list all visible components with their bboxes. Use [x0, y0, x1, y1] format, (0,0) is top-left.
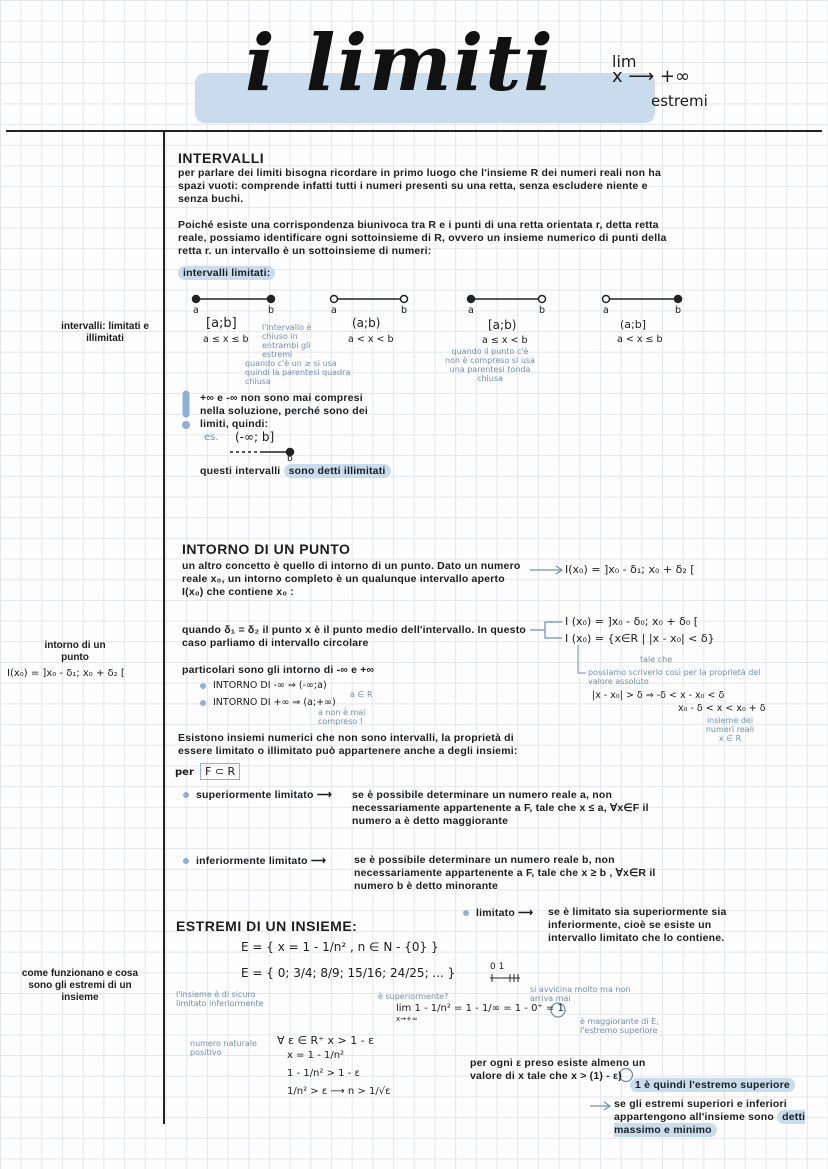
max-min-text — [614, 1098, 814, 1137]
illimitati-highlight: sono detti illimitati — [284, 464, 391, 478]
max-min-highlight: detti massimo e minimo — [614, 1111, 806, 1136]
formula-2: I (x₀) = ]x₀ - δ₀; x₀ + δ₀ [ — [565, 615, 699, 628]
case3-a: a — [468, 305, 474, 316]
intorno-paragraph-4: Esistono insiemi numerici che non sono intervalli, la proprietà di essere limitato o illimitato può appartenere anche a degli insiemi: — [178, 732, 518, 757]
per-label: per — [175, 767, 194, 778]
section-heading-estremi: ESTREMI DI UN INSIEME: — [176, 918, 358, 934]
minus-infinity-note: a ∈ R — [350, 690, 373, 699]
plus-infinity-note: a non è mai compreso ! — [318, 708, 366, 726]
set-list: E = { 0; 3/4; 8/9; 15/16; 24/25; ... } — [241, 966, 456, 980]
epsilon-line-4: 1/n² > ε ⟶ n > 1/√ε — [287, 1086, 391, 1097]
inf-text: se è possibile determinare un numero reale b, non necessariamente appartenente a F, tale che x ≥ b , ∀x∈R il numero b è detto minorante — [354, 854, 656, 892]
limitati-label: intervalli limitati: — [178, 267, 275, 280]
corner-x-to-infinity: x ⟶ +∞ — [612, 66, 690, 87]
corner-lim: lim — [612, 52, 637, 71]
corner-estremi: estremi — [651, 92, 708, 110]
formula-3: I (x₀) = {x∈R | |x - x₀| < δ} — [565, 632, 715, 645]
max-min-lead: se gli estremi superiori e inferiori appartengono all'insieme sono — [614, 1098, 787, 1123]
case2-a: a — [331, 305, 337, 316]
abs-note-2: insieme dei numeri reali x ∈ R — [705, 716, 755, 743]
case4-inequality: a < x ≤ b — [617, 334, 663, 345]
abs-note: possiamo scriverlo così per la proprietà del valore assoluto — [588, 668, 761, 686]
page-title: i limiti — [245, 18, 555, 109]
abs-formula-2: x₀ - δ < x < x₀ + δ — [678, 703, 766, 714]
sup-conclusion: 1 è quindi l'estremo superiore — [630, 1079, 795, 1092]
case3-notation: [a;b) — [488, 318, 517, 332]
es-b: b — [287, 454, 293, 464]
note-inferiormente: l'insieme è di sicuro limitato inferiormente — [176, 990, 264, 1008]
set-definition: E = { x = 1 - 1/n² , n ∈ N - {0} } — [241, 940, 439, 954]
limitato-text: se è limitato sia superiormente sia inferiormente, cioè se esiste un intervallo limitato che lo contiene. — [548, 906, 727, 944]
formula-1: I(x₀) = ]x₀ - δ₁; x₀ + δ₂ [ — [565, 563, 695, 576]
case3-b: b — [539, 305, 546, 316]
illimitati-text: questi intervalli — [200, 465, 281, 477]
note-approach: si avvicina molto ma non arriva mai — [530, 985, 631, 1003]
minus-infinity: INTORNO DI -∞ ⇒ (-∞;a) — [200, 680, 327, 691]
fr-box: F ⊂ R — [200, 763, 240, 780]
case1-inequality: a ≤ x ≤ b — [203, 334, 249, 345]
sup-label: superiormente limitato ⟶ — [183, 789, 332, 802]
inf-label: inferiormente limitato ⟶ — [183, 855, 326, 868]
intorno-paragraph-1: un altro concetto è quello di intorno di un punto. Dato un numero reale x₀, un intorno completo è un qualunque intervallo aperto I(x₀) che contiene x₀ : — [182, 560, 521, 598]
intorno-paragraph-3: particolari sono gli intorno di -∞ e +∞ — [182, 664, 375, 676]
case2-inequality: a < x < b — [348, 334, 394, 345]
note-superiormente: è superiormente? — [378, 992, 449, 1001]
sidebar-estremi: come funzionano e cosa sono gli estremi di un insieme — [21, 968, 139, 1003]
section-heading-intervalli: INTERVALLI — [178, 150, 265, 166]
abs-formula-1: |x - x₀| > δ ⇒ -δ < x - x₀ < δ — [592, 690, 725, 701]
formula-note: tale che — [640, 655, 673, 664]
zero-one-bar: 0 1 — [490, 962, 505, 972]
sidebar-intorno: intorno di un punto — [44, 640, 106, 663]
plus-infinity: INTORNO DI +∞ ⇒ (a;+∞) — [200, 697, 336, 708]
epsilon-line-3: 1 - 1/n² > 1 - ε — [287, 1068, 360, 1079]
natural-number-note: numero naturale positivo — [190, 1039, 257, 1057]
epsilon-line-2: x = 1 - 1/n² — [287, 1050, 345, 1061]
note-maggiorante: è maggiorante di E, l'estremo superiore — [580, 1017, 659, 1035]
sidebar-intorno-formula: I(x₀) = ]x₀ - δ₁; x₀ + δ₂ [ — [7, 668, 125, 679]
case1-notation: [a;b] — [206, 316, 237, 331]
case3-inequality: a ≤ x < b — [482, 335, 528, 346]
limitato-label: limitato ⟶ — [463, 907, 533, 920]
intervalli-paragraph-1: per parlare dei limiti bisogna ricordare in primo luogo che l'insieme R dei numeri reali non ha spazi vuoti: comprende infatti tutti i numeri presenti su una retta, senza escludere niente e senza buchi. — [178, 167, 662, 205]
es-label: es. — [204, 432, 219, 443]
case2-b: b — [401, 305, 408, 316]
note-closed: l'intervallo è chiuso in entrambi gli estremi — [262, 323, 312, 359]
es-interval: (-∞; b] — [235, 430, 275, 444]
intervalli-paragraph-2: Poiché esiste una corrispondenza biunivoca tra R e i punti di una retta orientata r, detta retta reale, possiamo identificare ogni sottoinsieme di R, ovvero un insieme numerico di punti della retta r. un intervallo è un sottoinsieme di numeri: — [178, 219, 667, 257]
intorno-paragraph-2: quando δ₁ = δ₂ il punto x è il punto medio dell'intervallo. In questo caso parliamo di intervallo circolare — [182, 624, 527, 649]
infinity-text: +∞ e -∞ non sono mai compresi nella soluzione, perché sono dei limiti, quindi: — [200, 392, 369, 430]
limit-subscript: x→+∞ — [396, 1015, 418, 1023]
sidebar-intervalli: intervalli: limitati e illimitati — [61, 321, 149, 344]
note-bracket: quando c'è un ≥ si usa quindi la parentesi quadra chiusa — [245, 359, 351, 386]
every-epsilon-text: per ogni ε preso esiste almeno un valore di x tale che x > (1) - ε) — [470, 1057, 646, 1082]
case4-notation: (a;b] — [620, 318, 647, 331]
case1-b: b — [268, 305, 275, 316]
note-open: quando il punto c'è non è compreso si usa una parentesi tonda chiusa — [445, 347, 535, 383]
limit-expression: lim 1 - 1/n² = 1 - 1/∞ = 1 - 0⁺ = 1 — [396, 1003, 564, 1014]
sup-text: se è possibile determinare un numero reale a, non necessariamente appartenente a F, tale che x ≤ a, ∀x∈F il numero a è detto maggiorante — [352, 789, 649, 827]
case2-notation: (a;b) — [352, 316, 381, 330]
case1-a: a — [193, 305, 199, 316]
epsilon-line-1: ∀ ε ∈ R⁺ x > 1 - ε — [277, 1034, 375, 1047]
case4-a: a — [603, 305, 609, 316]
section-heading-intorno: INTORNO DI UN PUNTO — [182, 541, 351, 557]
case4-b: b — [675, 305, 682, 316]
